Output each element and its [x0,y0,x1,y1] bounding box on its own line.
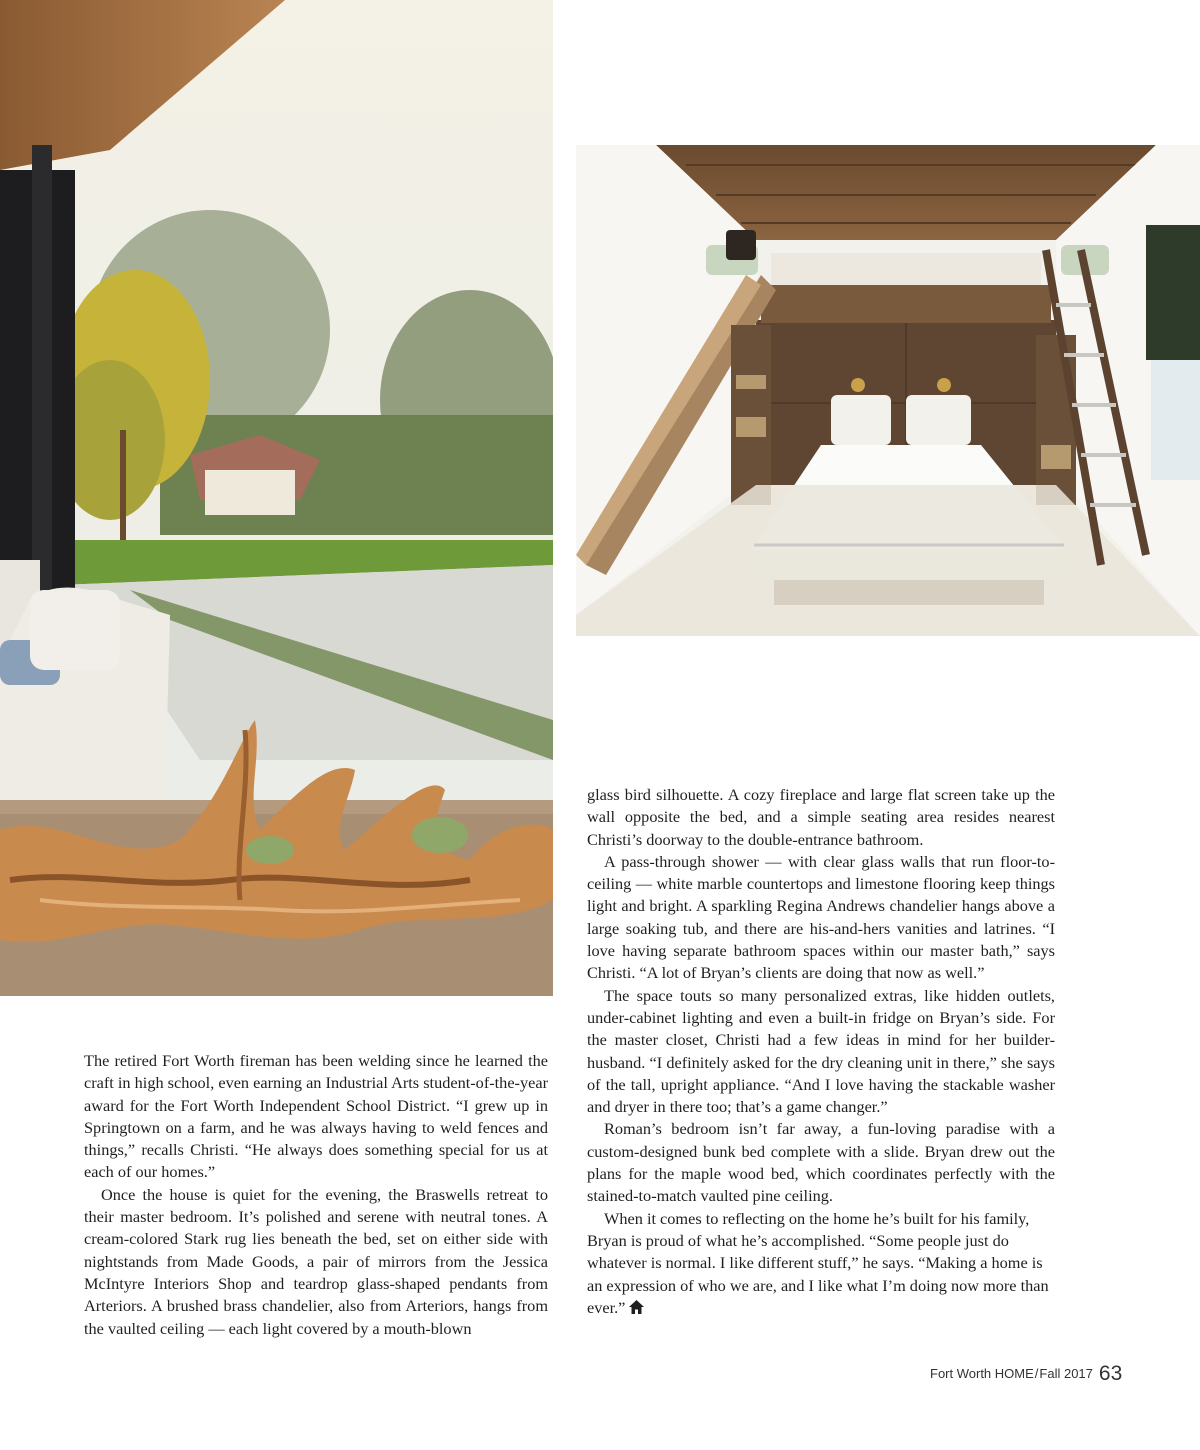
issue-label: Fall 2017 [1039,1366,1093,1381]
publication-name: Fort Worth HOME [930,1366,1034,1381]
body-paragraph: Once the house is quiet for the evening, the Braswells retreat to their master bedroom. It’s polished and serene with neutral tones. A cream-colored Stark rug lies beneath the bed, set on either side with nightstands from Made Goods, a pair of mirrors from the Jessica McIntyre Interiors Shop and teardrop glass-shaped pendants from Arteriors. A brushed brass chandelier, also from Arteriors, hangs from the vaulted ceiling — each light covered by a mouth-blown [84,1184,548,1338]
article-column-left [84,1050,548,1340]
article-column-right [587,784,1055,1319]
body-paragraph: The retired Fort Worth fireman has been welding since he learned the craft in high school, even earning an Industrial Arts student-of-the-year award for the Fort Worth Independent School District. “I grew up in Springtown on a farm, and he was always having to weld fences and things,” recalls Christi. “He always does something special for us at each of our homes.” [84,1051,548,1182]
footer-separator: / [1034,1366,1039,1381]
body-paragraph: Roman’s bedroom isn’t far away, a fun-loving paradise with a custom-designed bunk bed complete with a slide. Bryan drew out the plans for the maple wood bed, which coordinates perfectly with the stained-to-match vaulted pine ceiling. [587,1119,1055,1206]
body-paragraph: glass bird silhouette. A cozy fireplace and large flat screen take up the wall opposite the bed, and a simple seating area resides nearest Christi’s doorway to the double-entrance bathroom. [587,785,1055,849]
page-number: 63 [1098,1362,1123,1385]
loft-bedroom-photo [576,145,1200,636]
body-paragraph: The space touts so many personalized extras, like hidden outlets, under-cabinet lighting and even a built-in fridge on Bryan’s side. For the master closet, Christi had a few ideas in mind for her builder-husband. “I definitely asked for the dry cleaning unit in there,” she says of the tall, upright appliance. “And I love having the stackable washer and dryer in there too; that’s a game changer.” [587,985,1055,1117]
house-icon [629,1300,644,1314]
patio-view-photo [0,0,553,996]
final-paragraph [587,1208,1055,1319]
body-paragraph: A pass-through shower — with clear glass walls that run floor-to-ceiling — white marble countertops and limestone flooring keep things light and bright. A sparkling Regina Andrews chandelier hangs above a large soaking tub, and there are his-and-hers vanities and latrines. “I love having separate bathroom spaces within our master bath,” says Christi. “A lot of Bryan’s clients are doing that now as well.” [587,851,1055,983]
final-paragraph-text: When it comes to reflecting on the home he’s built for his family, Bryan is proud of what he’s accomplished. “Some people just do whatever is normal. I like different stuff,” he says. “Making a home is an expression of who we are, and I like what I’m doing now more than ever.” [587,1208,1049,1317]
page-footer [930,1362,1122,1386]
